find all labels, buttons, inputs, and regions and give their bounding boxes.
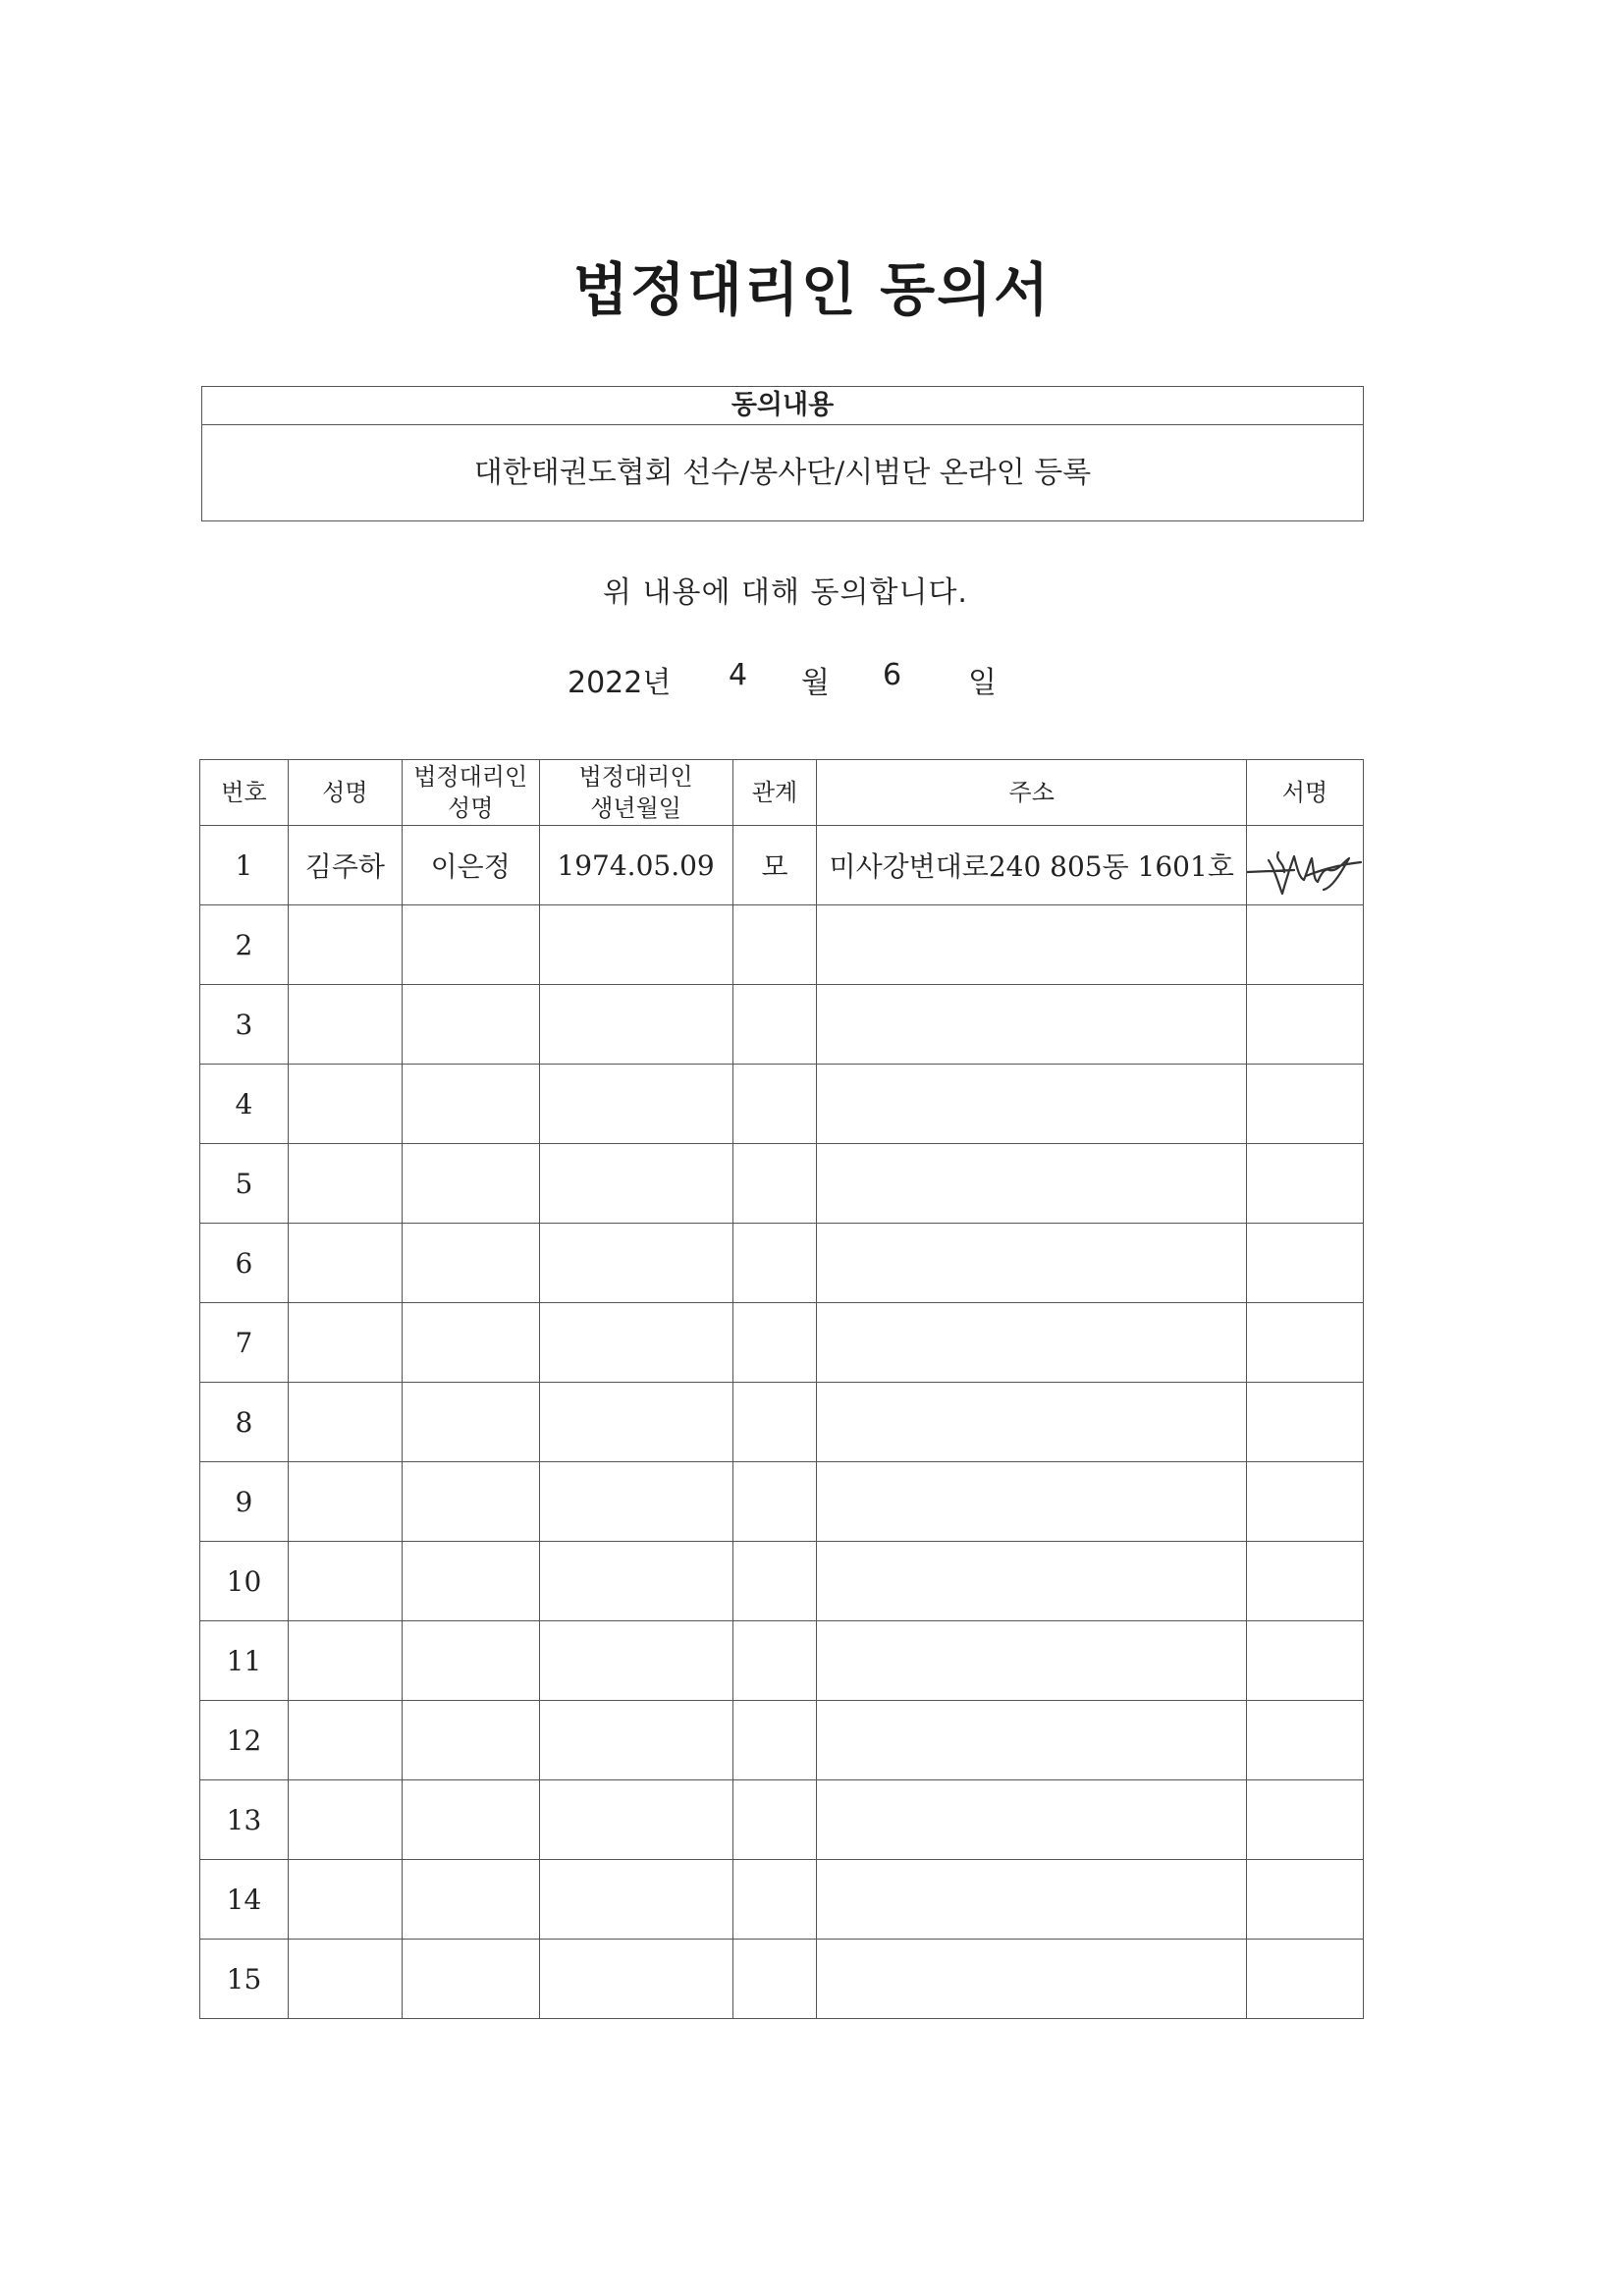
guardian-table [199, 759, 1364, 2019]
cell-signature [1246, 905, 1363, 985]
cell-name [288, 1224, 402, 1303]
table-row [200, 1780, 1364, 1860]
col-header-guardian-birth: 법정대리인 생년월일 [539, 760, 732, 826]
cell-guardian-birth [539, 1621, 732, 1701]
cell-name [288, 1542, 402, 1621]
table-row [200, 905, 1364, 985]
cell-number: 3 [200, 985, 289, 1065]
cell-relation [732, 1144, 817, 1224]
table-body [200, 826, 1364, 2019]
table-row [200, 1701, 1364, 1780]
cell-name [288, 1940, 402, 2019]
cell-signature [1246, 1383, 1363, 1462]
cell-signature [1246, 1303, 1363, 1383]
cell-guardian-name [402, 1860, 539, 1940]
cell-guardian-name [402, 1701, 539, 1780]
cell-address [817, 1462, 1246, 1542]
cell-name [288, 1303, 402, 1383]
cell-address [817, 1383, 1246, 1462]
table-row [200, 826, 1364, 905]
cell-address [817, 1621, 1246, 1701]
cell-guardian-name [402, 1621, 539, 1701]
cell-relation [732, 1621, 817, 1701]
cell-signature [1246, 1462, 1363, 1542]
cell-guardian-name [402, 1144, 539, 1224]
cell-name [288, 1462, 402, 1542]
cell-signature [1246, 1065, 1363, 1144]
cell-address [817, 1940, 1246, 2019]
cell-number: 7 [200, 1303, 289, 1383]
cell-signature [1246, 985, 1363, 1065]
cell-relation [732, 1860, 817, 1940]
cell-guardian-name [402, 1224, 539, 1303]
cell-relation [732, 985, 817, 1065]
cell-address [817, 985, 1246, 1065]
cell-guardian-birth [539, 905, 732, 985]
date-month-unit: 월 [801, 666, 830, 700]
col-header-guardian-name: 법정대리인 성명 [402, 760, 539, 826]
cell-number: 11 [200, 1621, 289, 1701]
cell-guardian-birth [539, 1860, 732, 1940]
date-day: 6 [883, 658, 902, 692]
table-row [200, 1860, 1364, 1940]
col-header-number: 번호 [200, 760, 289, 826]
cell-relation [732, 1224, 817, 1303]
date-day-unit: 일 [968, 666, 997, 700]
cell-signature [1246, 1144, 1363, 1224]
cell-signature [1246, 1224, 1363, 1303]
table-row [200, 1542, 1364, 1621]
cell-guardian-birth [539, 1462, 732, 1542]
date-year: 2022년 [568, 666, 672, 700]
cell-signature [1246, 826, 1363, 905]
cell-address [817, 1542, 1246, 1621]
consent-box [201, 386, 1364, 521]
agreement-text: 위 내용에 대해 동의합니다. [603, 575, 968, 610]
cell-address [817, 1065, 1246, 1144]
cell-relation [732, 1383, 817, 1462]
cell-name: 김주하 [288, 826, 402, 905]
cell-relation [732, 1462, 817, 1542]
cell-name [288, 1144, 402, 1224]
cell-guardian-birth [539, 1780, 732, 1860]
table-row [200, 1224, 1364, 1303]
cell-address: 미사강변대로240 805동 1601호 [817, 826, 1246, 905]
cell-guardian-birth [539, 985, 732, 1065]
cell-guardian-name [402, 1065, 539, 1144]
cell-number: 12 [200, 1701, 289, 1780]
table-row [200, 1303, 1364, 1383]
cell-name [288, 1383, 402, 1462]
cell-name [288, 1860, 402, 1940]
cell-guardian-birth [539, 1303, 732, 1383]
cell-number: 10 [200, 1542, 289, 1621]
cell-relation [732, 1065, 817, 1144]
cell-name [288, 1065, 402, 1144]
cell-number: 8 [200, 1383, 289, 1462]
cell-address [817, 1303, 1246, 1383]
cell-address [817, 1860, 1246, 1940]
consent-header: 동의내용 [202, 387, 1363, 425]
table-row [200, 1621, 1364, 1701]
cell-guardian-name [402, 1542, 539, 1621]
table-row [200, 1462, 1364, 1542]
cell-name [288, 1780, 402, 1860]
cell-guardian-birth: 1974.05.09 [539, 826, 732, 905]
cell-address [817, 1224, 1246, 1303]
cell-guardian-name: 이은정 [402, 826, 539, 905]
cell-address [817, 1144, 1246, 1224]
table-header-row [200, 760, 1364, 826]
consent-content: 대한태권도협회 선수/봉사단/시범단 온라인 등록 [473, 456, 1092, 490]
cell-name [288, 985, 402, 1065]
cell-guardian-birth [539, 1701, 732, 1780]
cell-number: 2 [200, 905, 289, 985]
cell-guardian-birth [539, 1940, 732, 2019]
cell-number: 1 [200, 826, 289, 905]
cell-guardian-birth [539, 1144, 732, 1224]
cell-number: 9 [200, 1462, 289, 1542]
cell-guardian-name [402, 1462, 539, 1542]
col-header-address: 주소 [817, 760, 1246, 826]
cell-number: 14 [200, 1860, 289, 1940]
cell-signature [1246, 1940, 1363, 2019]
cell-guardian-birth [539, 1383, 732, 1462]
table-row [200, 1940, 1364, 2019]
cell-guardian-birth [539, 1542, 732, 1621]
handwritten-signature [1247, 833, 1363, 898]
cell-signature [1246, 1542, 1363, 1621]
table-row [200, 1144, 1364, 1224]
cell-signature [1246, 1780, 1363, 1860]
cell-number: 6 [200, 1224, 289, 1303]
cell-guardian-name [402, 1303, 539, 1383]
cell-guardian-birth [539, 1224, 732, 1303]
date-month: 4 [729, 658, 748, 692]
document-title: 법정대리인 동의서 [572, 256, 1052, 323]
cell-name [288, 1621, 402, 1701]
cell-number: 13 [200, 1780, 289, 1860]
cell-relation [732, 1701, 817, 1780]
cell-relation [732, 1542, 817, 1621]
cell-relation [732, 905, 817, 985]
cell-signature [1246, 1621, 1363, 1701]
cell-name [288, 1701, 402, 1780]
cell-relation [732, 1940, 817, 2019]
cell-relation: 모 [732, 826, 817, 905]
cell-number: 5 [200, 1144, 289, 1224]
cell-name [288, 905, 402, 985]
table-row [200, 1065, 1364, 1144]
cell-address [817, 1701, 1246, 1780]
cell-guardian-name [402, 905, 539, 985]
cell-signature [1246, 1860, 1363, 1940]
cell-signature [1246, 1701, 1363, 1780]
cell-number: 4 [200, 1065, 289, 1144]
col-header-signature: 서명 [1246, 760, 1363, 826]
cell-relation [732, 1780, 817, 1860]
cell-guardian-name [402, 1940, 539, 2019]
cell-guardian-name [402, 985, 539, 1065]
cell-guardian-name [402, 1780, 539, 1860]
cell-number: 15 [200, 1940, 289, 2019]
cell-address [817, 1780, 1246, 1860]
cell-address [817, 905, 1246, 985]
table-row [200, 985, 1364, 1065]
cell-guardian-birth [539, 1065, 732, 1144]
table-row [200, 1383, 1364, 1462]
col-header-name: 성명 [288, 760, 402, 826]
col-header-relation: 관계 [732, 760, 817, 826]
cell-guardian-name [402, 1383, 539, 1462]
cell-relation [732, 1303, 817, 1383]
